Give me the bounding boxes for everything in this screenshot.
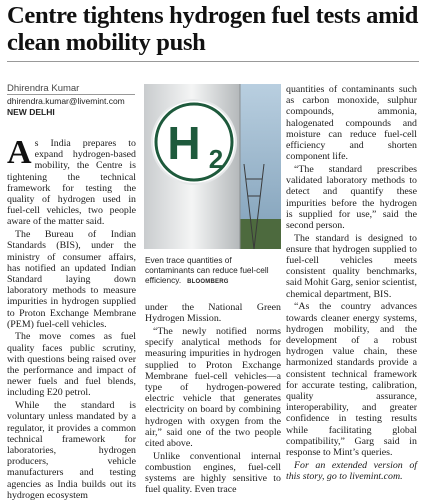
article-column-2 — [145, 302, 281, 497]
hydrogen-station-image — [144, 84, 281, 249]
paragraph: “The standard prescribes validated laboratory methods to detect and quantify these impurities before the hydrogen is supplied for use,” said the second person. — [286, 163, 417, 231]
paragraph: “The newly notified norms specify analytical methods for measuring impurities in hydrogen supplied to Proton Exchange Membrane fuel-cell vehicles—a type of hydrogen-powered electric vehicle that generates electricity on board by combining hydrogen with oxygen from the air,” said one of the two people cited above. — [145, 325, 281, 449]
paragraph: The move comes as fuel quality faces public scrutiny, with questions being raised over the performance and impact of newer fuels and fuel blends, including E20 petrol. — [7, 331, 136, 399]
dateline: NEW DELHI — [7, 107, 55, 117]
byline-email[interactable]: dhirendra.kumar@livemint.com — [7, 96, 125, 106]
article-photo — [144, 84, 281, 249]
headline: Centre tightens hydrogen fuel tests amid clean mobility push — [7, 2, 419, 56]
paragraph: While the standard is voluntary unless mandated by a regulator, it provides a common technical framework for laboratories, hydrogen producers, vehicle manufacturers and testing agencies as India builds out its hydrogen ecosystem — [7, 400, 136, 501]
paragraph: quantities of contaminants such as carbon monoxide, sulphur compounds, ammonia, halogenated compounds and moisture can reduce fuel-cell efficiency and shorten component life. — [286, 84, 417, 163]
photo-credit: BLOOMBERG — [187, 279, 229, 285]
h2-sign-subscript: 2 — [208, 144, 224, 174]
article-column-3 — [286, 84, 417, 484]
paragraph: under the National Green Hydrogen Mission. — [145, 302, 281, 325]
paragraph: The Bureau of Indian Standards (BIS), under the ministry of consumer affairs, has notified an updated Indian Standard laying down laboratory methods to measure impurities in hydrogen supplied to Proton Exchange Membrane (PEM) fuel-cell vehicles. — [7, 229, 136, 330]
article-column-1 — [7, 134, 136, 503]
h2-sign-letter: H — [167, 117, 201, 169]
dropcap: A — [7, 134, 32, 171]
paragraph: The standard is designed to ensure that hydrogen supplied to fuel-cell vehicles meets consistent quality benchmarks, said Mohit Garg, senior scientist, chemical department, BIS. — [286, 232, 417, 300]
paragraph: Unlike conventional internal combustion engines, fuel-cell systems are highly sensitive to fuel quality. Even trace — [145, 450, 281, 496]
photo-caption: Even trace quantities of contaminants can reduce fuel-cell efficiency. BLOOMBERG — [145, 255, 269, 285]
paragraph: “As the country advances towards cleaner energy systems, hydrogen mobility, and the development of a robust hydrogen value chain, these harmonized standards provide a consistent technical framework for accurate testing, calibration, quality assurance, interoperability, and greater confidence in testing results while facilitating global compatibility,” Garg said in response to Mint’s queries. — [286, 301, 417, 458]
paragraph: As India prepares to expand hydrogen-based mobility, the Centre is tightening the technical framework for testing the quality of hydrogen used in fuel-cell vehicles, two people aware of the matter said. — [7, 134, 136, 228]
byline-rule — [7, 94, 135, 95]
headline-rule — [7, 61, 419, 62]
footer-note[interactable]: For an extended version of this story, go to livemint.com. — [286, 459, 417, 482]
byline-author: Dhirendra Kumar — [7, 83, 80, 94]
